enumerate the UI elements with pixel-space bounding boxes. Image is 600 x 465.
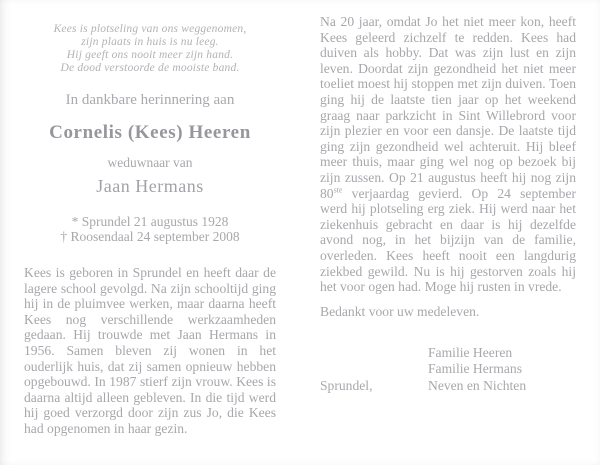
signature-spacer — [320, 345, 428, 362]
signature-place: Sprundel, — [320, 377, 373, 393]
deceased-name: Cornelis (Kees) Heeren — [49, 122, 251, 143]
biography-right-part2: verjaardag gevierd. Op 24 september werd hij plotseling erg ziek. Hij werd naar het ziekenhuis gebracht en daar is hij dezelfde avond nog, in het bijzijn van de familie, overleden. Kees heeft nooit een langdurig ziekbed gewild. Nu is hij gestorven zoals hij het voor ogen had. Moge hij rusten in vrede. — [320, 185, 576, 295]
thanks-line: Bedankt voor uw medeleven. — [320, 303, 480, 319]
biography-paragraph-left: Kees is geboren in Sprundel en heeft daar de lagere school gevolgd. Na zijn schooltijd ging hij in de pluimvee werken, maar daarna heeft Kees nog verschillende werkzaamheden gedaan. Hij trouwde met Jaan Hermans in 1956. Samen bleven zij wonen in het ouderlijk huis, dat zij samen opnieuw hebben opgebouwd. In 1987 stierf zijn vrouw. Kees is daarna altijd alleen gebleven. In die tijd werd hij goed verzorgd door zijn zus Jo, die Kees had opgenomen in haar gezin. — [24, 265, 276, 436]
biography-paragraph-right — [320, 14, 576, 295]
ordinal-superscript: ste — [333, 185, 343, 194]
right-page — [320, 0, 576, 394]
poem-line-3: Hij geeft ons nooit meer zijn hand. — [66, 49, 234, 61]
life-dates — [24, 214, 276, 244]
intro-text: In dankbare herinnering aan — [65, 92, 235, 108]
death-line: † Roosendaal 24 september 2008 — [60, 229, 240, 244]
poem-line-4: De dood verstoorde de mooiste band. — [60, 62, 240, 74]
family-name-2: Familie Hermans — [428, 361, 523, 377]
poem — [24, 23, 276, 75]
signature-relatives: Neven en Nichten — [428, 377, 527, 393]
relation-text: weduwnaar van — [107, 155, 193, 170]
signature-row — [320, 378, 576, 395]
left-page — [24, 0, 276, 437]
poem-line-2: zijn plaats in huis is nu leeg. — [81, 36, 219, 48]
poem-line-1: Kees is plotseling van ons weggenomen, — [53, 23, 247, 35]
family-name-1: Familie Heeren — [428, 344, 513, 360]
biography-right-part1: Na 20 jaar, omdat Jo het niet meer kon, heeft Kees geleerd zichzelf te redden. Kees had duiven als hobby. Dat was zijn lust en zijn leven. Doordat zijn gezondheid het niet meer toeliet moest hij stoppen met zijn duiven. Toen ging hij de laatste tien jaar op het weekend graag naar parkzicht in Sint Willebrord voor zijn plezier en voor een dansje. De laatste tijd ging zijn gezondheid wel achteruit. Hij bleef meer thuis, maar ging wel nog op bezoek bij zijn zussen. Op 21 augustus heeft hij nog zijn 80 — [320, 14, 576, 201]
signature-block — [320, 345, 576, 395]
spouse-name: Jaan Hermans — [96, 176, 204, 196]
signature-row — [320, 361, 576, 378]
birth-line: * Sprundel 21 augustus 1928 — [71, 214, 229, 229]
signature-row — [320, 345, 576, 362]
signature-spacer — [320, 361, 428, 378]
